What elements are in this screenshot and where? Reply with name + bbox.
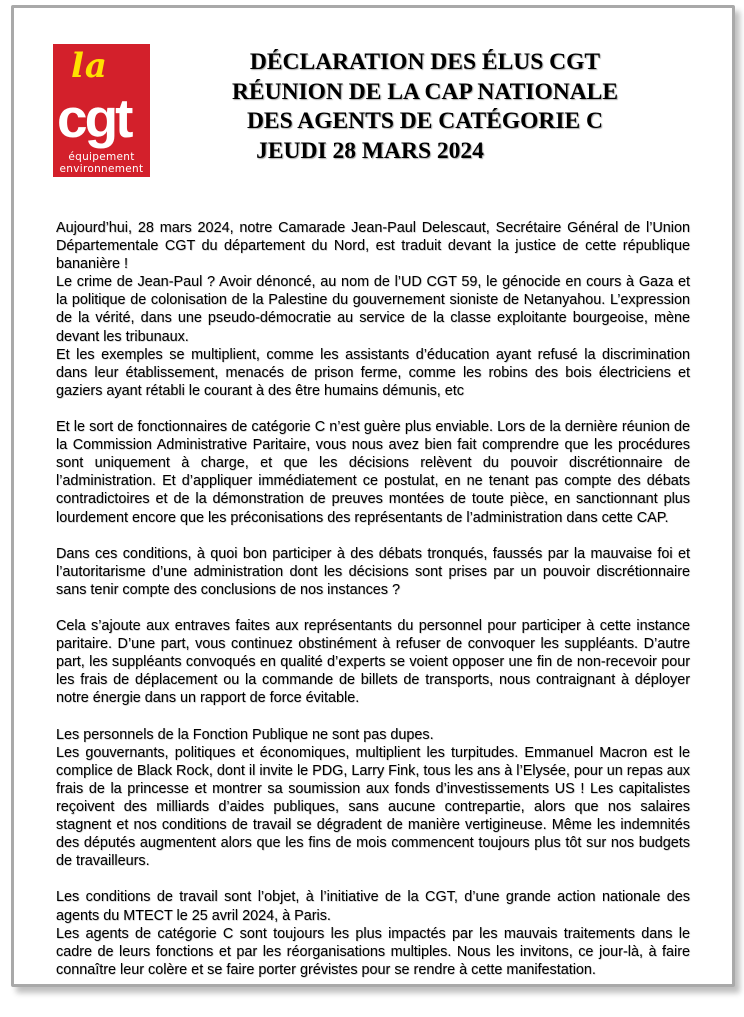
paragraph: Les conditions de travail sont l’objet, à l’initiative de la CGT, d’une grande action nationale des agents du MTECT le 25 avril 2024, à Paris.: [56, 889, 690, 924]
paragraph: Cela s’ajoute aux entraves faites aux représentants du personnel pour participer à cette instance paritaire. D’une part, vous continuez obstinément à refuser de convoquer les suppléants. D’autre part, les suppléants convoqués en qualité d’experts se voient opposer une fin de non-recevoir pour les frais de déplacement ou la commande de billets de transports, nous contraignant à déployer notre énergie dans un rapport de force évitable.: [56, 618, 690, 707]
paragraph: Et le sort de fonctionnaires de catégorie C n’est guère plus enviable. Lors de la dernière réunion de la Commission Administrative Paritaire, vous nous avez bien fait comprendre que les procédures sont uniquement à charge, et que les décisions relèvent du pouvoir discrétionnaire de l’administration. Et d’appliquer immédiatement ce postulat, en ne tenant pas compte des débats contradictoires et de la démonstration de preuves montées de toute pièce, en sanctionnant plus lourdement encore que les préconisations des représentants de l’administration dans cette CAP.: [56, 419, 690, 526]
paragraph: Aujourd’hui, 28 mars 2024, notre Camarade Jean-Paul Delescaut, Secrétaire Général de l’Union Départementale CGT du département du Nord, est traduit devant la justice de cette république bananière !: [56, 220, 690, 273]
paragraph-gap: [56, 708, 690, 726]
title-line1: DÉCLARATION DES ÉLUS CGT: [249, 49, 601, 75]
paragraph: Et les exemples se multiplient, comme les assistants d’éducation ayant refusé la discrimination dans leur établissement, menacés de prison ferme, comme les robins des bois électriciens et gaziers ayant rétabli le courant à des être humains démunis, etc: [56, 346, 690, 399]
paragraph: Les gouvernants, politiques et économiques, multiplient les turpitudes. Emmanuel Macron est le complice de Black Rock, dont il invite le PDG, Larry Fink, tous les ans à l’Elysée, pour un repas aux frais de la princesse et montrer sa soumission aux fonds d’investissements US ! Les capitalistes reçoivent des milliards d’aides publiques, sans aucune contrepartie, alors que nos salaires stagnent et nos conditions de travail se dégradent de manière vertigineuse. Même les indemnités des députés augmentent alors que les fins de mois commencent toujours plus tôt sur nos budgets de travailleurs.: [56, 744, 690, 870]
paragraph-gap: [56, 527, 690, 545]
logo-line2: environnement: [59, 163, 144, 175]
paragraph: Les agents de catégorie C sont toujours les plus impactés par les mauvais traitements dans le cadre de leurs fonctions et par les réorganisations multiples. Nous les invitons, ce jour-là, à faire connaître leur colère et se faire porter grévistes pour se rendre à cette manifestation.: [56, 925, 690, 978]
paragraph: Les personnels de la Fonction Publique ne sont pas dupes.: [56, 726, 434, 743]
title-date: JEUDI 28 MARS 2024: [256, 137, 484, 164]
paragraph-gap: [56, 870, 690, 888]
logo-la-text: la: [71, 46, 108, 86]
paragraph: Dans ces conditions, à quoi bon participer à des débats tronqués, faussés par la mauvaise foi et l’autoritarisme d’une administration dont les décisions sont prises par un pouvoir discrétionnaire sans tenir compte des conclusions de nos instances ?: [56, 545, 690, 598]
document-body: [56, 219, 690, 979]
paragraph-gap: [56, 400, 690, 418]
paragraph: Le crime de Jean-Paul ? Avoir dénoncé, au nom de l’UD CGT 59, le génocide en cours à Gaza et la politique de colonisation de la Palestine du gouvernement sioniste de Netanyahou. L’expression de la vérité, dans une pseudo-démocratie au service de la classe exploitante bourgeoise, mène devant les tribunaux.: [56, 274, 690, 345]
document-title: [200, 48, 650, 166]
logo-cgt-text: cgt: [57, 87, 131, 149]
title-line3: DES AGENTS DE CATÉGORIE C: [246, 108, 604, 134]
paragraph-gap: [56, 599, 690, 617]
logo-line1: équipement: [68, 151, 135, 163]
title-line2: RÉUNION DE LA CAP NATIONALE: [231, 78, 619, 105]
